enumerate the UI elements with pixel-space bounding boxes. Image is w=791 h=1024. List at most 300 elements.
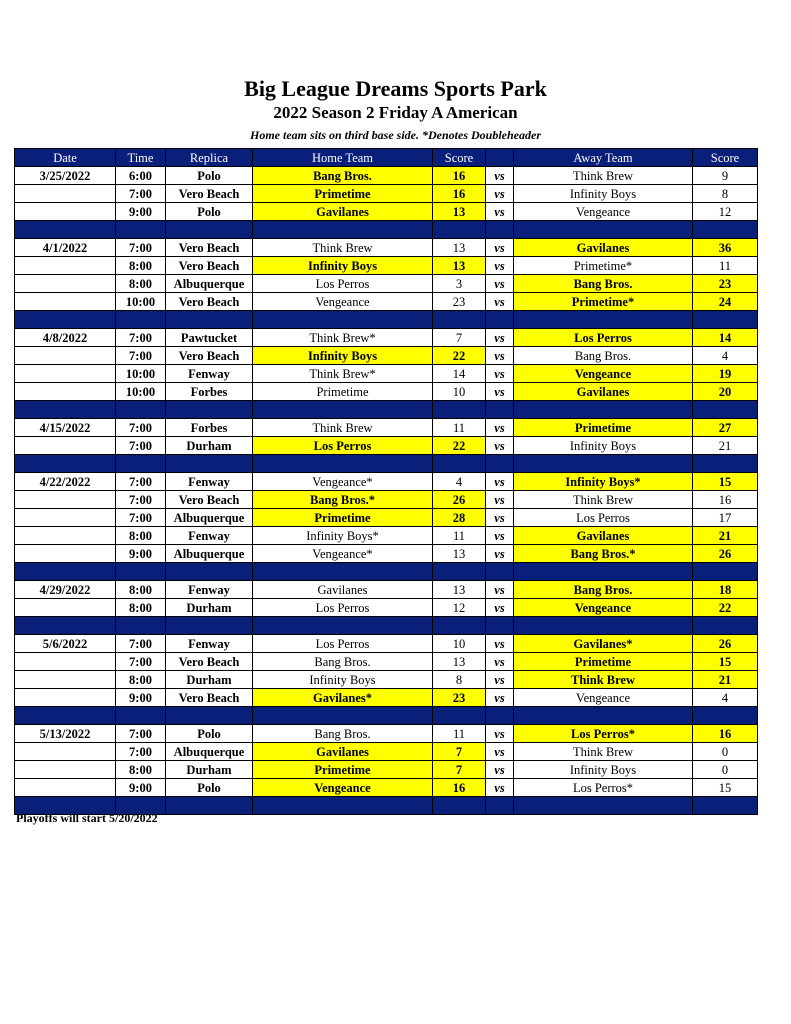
home-team: Gavilanes	[253, 743, 433, 761]
game-row	[15, 743, 758, 761]
game-row	[15, 509, 758, 527]
away-score: 23	[693, 275, 758, 293]
game-date	[15, 293, 116, 311]
home-score: 10	[433, 635, 486, 653]
away-score: 24	[693, 293, 758, 311]
game-row	[15, 365, 758, 383]
game-date	[15, 545, 116, 563]
game-field: Durham	[166, 437, 253, 455]
game-date: 4/1/2022	[15, 239, 116, 257]
vs-label: vs	[486, 527, 514, 545]
game-date	[15, 203, 116, 221]
away-team: Gavilanes	[514, 527, 693, 545]
vs-label: vs	[486, 761, 514, 779]
game-time: 7:00	[116, 509, 166, 527]
game-time: 8:00	[116, 599, 166, 617]
game-field: Durham	[166, 671, 253, 689]
page-subtitle: 2022 Season 2 Friday A American	[273, 103, 518, 122]
game-field: Vero Beach	[166, 293, 253, 311]
game-date	[15, 599, 116, 617]
away-score: 15	[693, 653, 758, 671]
home-score: 13	[433, 203, 486, 221]
separator-cell	[486, 311, 514, 329]
week-separator	[15, 563, 758, 581]
away-score: 0	[693, 761, 758, 779]
col-away-score: Score	[693, 149, 758, 167]
game-field: Fenway	[166, 635, 253, 653]
game-time: 7:00	[116, 239, 166, 257]
home-score: 26	[433, 491, 486, 509]
game-time: 9:00	[116, 779, 166, 797]
game-field: Pawtucket	[166, 329, 253, 347]
home-score: 13	[433, 239, 486, 257]
vs-label: vs	[486, 743, 514, 761]
vs-label: vs	[486, 383, 514, 401]
game-date	[15, 365, 116, 383]
separator-cell	[433, 311, 486, 329]
separator-cell	[514, 563, 693, 581]
game-field: Fenway	[166, 581, 253, 599]
separator-cell	[15, 617, 116, 635]
vs-label: vs	[486, 779, 514, 797]
game-row	[15, 671, 758, 689]
home-score: 22	[433, 347, 486, 365]
away-score: 17	[693, 509, 758, 527]
away-team: Bang Bros.	[514, 581, 693, 599]
game-row	[15, 689, 758, 707]
away-team: Vengeance	[514, 203, 693, 221]
game-time: 7:00	[116, 347, 166, 365]
away-team: Bang Bros.*	[514, 545, 693, 563]
separator-cell	[253, 401, 433, 419]
separator-cell	[166, 401, 253, 419]
game-field: Albuquerque	[166, 545, 253, 563]
separator-cell	[116, 455, 166, 473]
away-team: Infinity Boys	[514, 185, 693, 203]
home-score: 8	[433, 671, 486, 689]
header-row	[15, 149, 758, 167]
away-score: 21	[693, 671, 758, 689]
game-time: 7:00	[116, 635, 166, 653]
home-score: 13	[433, 653, 486, 671]
game-field: Polo	[166, 203, 253, 221]
col-replica: Replica	[166, 149, 253, 167]
game-time: 6:00	[116, 167, 166, 185]
away-team: Think Brew	[514, 743, 693, 761]
vs-label: vs	[486, 347, 514, 365]
separator-cell	[433, 797, 486, 815]
game-field: Vero Beach	[166, 491, 253, 509]
game-date: 4/15/2022	[15, 419, 116, 437]
separator-cell	[514, 401, 693, 419]
page-note: Home team sits on third base side. *Denotes Doubleheader	[250, 128, 541, 142]
separator-cell	[15, 707, 116, 725]
game-date: 3/25/2022	[15, 167, 116, 185]
home-score: 10	[433, 383, 486, 401]
game-time: 8:00	[116, 581, 166, 599]
game-time: 7:00	[116, 653, 166, 671]
separator-cell	[15, 455, 116, 473]
separator-cell	[253, 455, 433, 473]
away-team: Los Perros	[514, 329, 693, 347]
game-time: 9:00	[116, 203, 166, 221]
game-field: Forbes	[166, 383, 253, 401]
separator-cell	[253, 707, 433, 725]
away-team: Primetime*	[514, 293, 693, 311]
separator-cell	[514, 221, 693, 239]
away-score: 36	[693, 239, 758, 257]
separator-cell	[116, 221, 166, 239]
home-team: Primetime	[253, 761, 433, 779]
game-row	[15, 653, 758, 671]
week-separator	[15, 617, 758, 635]
away-score: 8	[693, 185, 758, 203]
game-field: Vero Beach	[166, 185, 253, 203]
away-score: 21	[693, 437, 758, 455]
away-score: 16	[693, 725, 758, 743]
home-team: Gavilanes	[253, 581, 433, 599]
separator-cell	[166, 797, 253, 815]
separator-cell	[693, 401, 758, 419]
week-separator	[15, 401, 758, 419]
vs-label: vs	[486, 581, 514, 599]
separator-cell	[433, 455, 486, 473]
away-score: 4	[693, 689, 758, 707]
vs-label: vs	[486, 185, 514, 203]
game-date	[15, 185, 116, 203]
away-score: 21	[693, 527, 758, 545]
home-score: 13	[433, 545, 486, 563]
game-row	[15, 275, 758, 293]
vs-label: vs	[486, 365, 514, 383]
game-row	[15, 257, 758, 275]
away-team: Gavilanes	[514, 239, 693, 257]
separator-cell	[486, 221, 514, 239]
home-team: Infinity Boys	[253, 671, 433, 689]
home-team: Infinity Boys*	[253, 527, 433, 545]
footer-note: Playoffs will start 5/20/2022	[16, 811, 158, 825]
game-date	[15, 527, 116, 545]
home-team: Bang Bros.	[253, 167, 433, 185]
game-row	[15, 761, 758, 779]
home-score: 11	[433, 419, 486, 437]
game-field: Polo	[166, 167, 253, 185]
vs-label: vs	[486, 689, 514, 707]
game-row	[15, 329, 758, 347]
game-date	[15, 509, 116, 527]
game-time: 7:00	[116, 725, 166, 743]
away-score: 18	[693, 581, 758, 599]
separator-cell	[693, 563, 758, 581]
game-time: 8:00	[116, 761, 166, 779]
col-home-score: Score	[433, 149, 486, 167]
vs-label: vs	[486, 473, 514, 491]
vs-label: vs	[486, 239, 514, 257]
game-date	[15, 347, 116, 365]
separator-cell	[514, 311, 693, 329]
game-date: 4/8/2022	[15, 329, 116, 347]
away-team: Bang Bros.	[514, 275, 693, 293]
away-team: Primetime*	[514, 257, 693, 275]
separator-cell	[433, 617, 486, 635]
separator-cell	[116, 563, 166, 581]
separator-cell	[166, 707, 253, 725]
away-team: Bang Bros.	[514, 347, 693, 365]
home-team: Vengeance*	[253, 473, 433, 491]
game-field: Vero Beach	[166, 653, 253, 671]
away-score: 22	[693, 599, 758, 617]
separator-cell	[166, 221, 253, 239]
away-team: Vengeance	[514, 689, 693, 707]
game-date	[15, 779, 116, 797]
week-separator	[15, 707, 758, 725]
separator-cell	[116, 401, 166, 419]
game-time: 7:00	[116, 185, 166, 203]
home-score: 13	[433, 257, 486, 275]
away-team: Los Perros*	[514, 725, 693, 743]
game-field: Durham	[166, 761, 253, 779]
separator-cell	[486, 401, 514, 419]
separator-cell	[433, 221, 486, 239]
game-time: 7:00	[116, 419, 166, 437]
game-date	[15, 743, 116, 761]
away-score: 15	[693, 779, 758, 797]
home-score: 23	[433, 293, 486, 311]
game-field: Fenway	[166, 527, 253, 545]
separator-cell	[486, 707, 514, 725]
home-score: 3	[433, 275, 486, 293]
game-time: 10:00	[116, 365, 166, 383]
game-field: Albuquerque	[166, 509, 253, 527]
game-time: 7:00	[116, 743, 166, 761]
separator-cell	[253, 311, 433, 329]
game-row	[15, 581, 758, 599]
away-score: 9	[693, 167, 758, 185]
away-score: 27	[693, 419, 758, 437]
away-score: 26	[693, 635, 758, 653]
vs-label: vs	[486, 653, 514, 671]
home-team: Vengeance	[253, 779, 433, 797]
game-row	[15, 491, 758, 509]
game-row	[15, 779, 758, 797]
game-row	[15, 347, 758, 365]
game-time: 10:00	[116, 293, 166, 311]
vs-label: vs	[486, 491, 514, 509]
home-team: Primetime	[253, 185, 433, 203]
away-team: Infinity Boys*	[514, 473, 693, 491]
game-row	[15, 293, 758, 311]
home-team: Gavilanes*	[253, 689, 433, 707]
game-date	[15, 653, 116, 671]
vs-label: vs	[486, 725, 514, 743]
separator-cell	[693, 221, 758, 239]
separator-cell	[693, 311, 758, 329]
away-team: Vengeance	[514, 599, 693, 617]
away-team: Primetime	[514, 653, 693, 671]
home-score: 7	[433, 761, 486, 779]
vs-label: vs	[486, 419, 514, 437]
week-separator	[15, 311, 758, 329]
home-score: 12	[433, 599, 486, 617]
separator-cell	[116, 311, 166, 329]
home-team: Think Brew	[253, 239, 433, 257]
game-field: Vero Beach	[166, 689, 253, 707]
game-date	[15, 437, 116, 455]
away-score: 26	[693, 545, 758, 563]
separator-cell	[116, 617, 166, 635]
away-team: Think Brew	[514, 671, 693, 689]
game-row	[15, 545, 758, 563]
separator-cell	[486, 797, 514, 815]
game-time: 7:00	[116, 473, 166, 491]
home-team: Think Brew*	[253, 365, 433, 383]
separator-cell	[116, 707, 166, 725]
home-score: 11	[433, 527, 486, 545]
separator-cell	[15, 401, 116, 419]
col-vs	[486, 149, 514, 167]
game-time: 7:00	[116, 329, 166, 347]
away-team: Think Brew	[514, 167, 693, 185]
schedule-table	[14, 148, 758, 815]
game-date	[15, 275, 116, 293]
game-row	[15, 383, 758, 401]
vs-label: vs	[486, 509, 514, 527]
home-team: Vengeance*	[253, 545, 433, 563]
col-date: Date	[15, 149, 116, 167]
game-date: 5/6/2022	[15, 635, 116, 653]
separator-cell	[166, 617, 253, 635]
home-score: 14	[433, 365, 486, 383]
separator-cell	[693, 455, 758, 473]
separator-cell	[433, 707, 486, 725]
vs-label: vs	[486, 671, 514, 689]
separator-cell	[166, 563, 253, 581]
separator-cell	[253, 797, 433, 815]
game-date: 5/13/2022	[15, 725, 116, 743]
home-team: Bang Bros.	[253, 725, 433, 743]
game-time: 8:00	[116, 257, 166, 275]
game-time: 8:00	[116, 275, 166, 293]
home-team: Primetime	[253, 383, 433, 401]
game-time: 8:00	[116, 527, 166, 545]
game-time: 7:00	[116, 437, 166, 455]
home-team: Bang Bros.	[253, 653, 433, 671]
away-team: Think Brew	[514, 491, 693, 509]
game-row	[15, 725, 758, 743]
game-field: Durham	[166, 599, 253, 617]
home-team: Primetime	[253, 509, 433, 527]
game-date	[15, 689, 116, 707]
game-time: 10:00	[116, 383, 166, 401]
week-separator	[15, 455, 758, 473]
home-team: Vengeance	[253, 293, 433, 311]
vs-label: vs	[486, 635, 514, 653]
page-title: Big League Dreams Sports Park	[244, 76, 547, 101]
game-row	[15, 185, 758, 203]
game-field: Fenway	[166, 365, 253, 383]
game-row	[15, 635, 758, 653]
separator-cell	[166, 455, 253, 473]
home-team: Los Perros	[253, 437, 433, 455]
game-row	[15, 599, 758, 617]
home-score: 22	[433, 437, 486, 455]
separator-cell	[514, 797, 693, 815]
home-score: 23	[433, 689, 486, 707]
away-score: 11	[693, 257, 758, 275]
game-date: 4/29/2022	[15, 581, 116, 599]
home-score: 16	[433, 779, 486, 797]
away-score: 15	[693, 473, 758, 491]
away-team: Primetime	[514, 419, 693, 437]
vs-label: vs	[486, 257, 514, 275]
away-score: 4	[693, 347, 758, 365]
away-team: Los Perros*	[514, 779, 693, 797]
away-score: 0	[693, 743, 758, 761]
separator-cell	[693, 797, 758, 815]
home-team: Los Perros	[253, 275, 433, 293]
game-field: Forbes	[166, 419, 253, 437]
game-time: 9:00	[116, 545, 166, 563]
separator-cell	[486, 563, 514, 581]
home-score: 4	[433, 473, 486, 491]
separator-cell	[166, 311, 253, 329]
separator-cell	[693, 707, 758, 725]
game-field: Vero Beach	[166, 257, 253, 275]
away-team: Infinity Boys	[514, 437, 693, 455]
home-score: 11	[433, 725, 486, 743]
home-score: 16	[433, 167, 486, 185]
home-team: Infinity Boys	[253, 257, 433, 275]
separator-cell	[253, 221, 433, 239]
game-date: 4/22/2022	[15, 473, 116, 491]
game-date	[15, 257, 116, 275]
separator-cell	[514, 455, 693, 473]
home-team: Los Perros	[253, 599, 433, 617]
separator-cell	[514, 707, 693, 725]
separator-cell	[693, 617, 758, 635]
game-time: 7:00	[116, 491, 166, 509]
away-team: Gavilanes*	[514, 635, 693, 653]
separator-cell	[433, 401, 486, 419]
vs-label: vs	[486, 275, 514, 293]
home-team: Think Brew	[253, 419, 433, 437]
separator-cell	[433, 563, 486, 581]
game-date	[15, 671, 116, 689]
game-field: Vero Beach	[166, 347, 253, 365]
game-field: Albuquerque	[166, 275, 253, 293]
col-away-team: Away Team	[514, 149, 693, 167]
separator-cell	[15, 221, 116, 239]
schedule-body	[15, 167, 758, 815]
game-field: Albuquerque	[166, 743, 253, 761]
col-home-team: Home Team	[253, 149, 433, 167]
game-date	[15, 761, 116, 779]
separator-cell	[486, 455, 514, 473]
vs-label: vs	[486, 329, 514, 347]
vs-label: vs	[486, 167, 514, 185]
separator-cell	[253, 563, 433, 581]
away-team: Los Perros	[514, 509, 693, 527]
game-date	[15, 491, 116, 509]
home-team: Los Perros	[253, 635, 433, 653]
separator-cell	[15, 563, 116, 581]
game-field: Polo	[166, 779, 253, 797]
week-separator	[15, 221, 758, 239]
vs-label: vs	[486, 599, 514, 617]
game-field: Polo	[166, 725, 253, 743]
game-row	[15, 167, 758, 185]
home-score: 7	[433, 329, 486, 347]
